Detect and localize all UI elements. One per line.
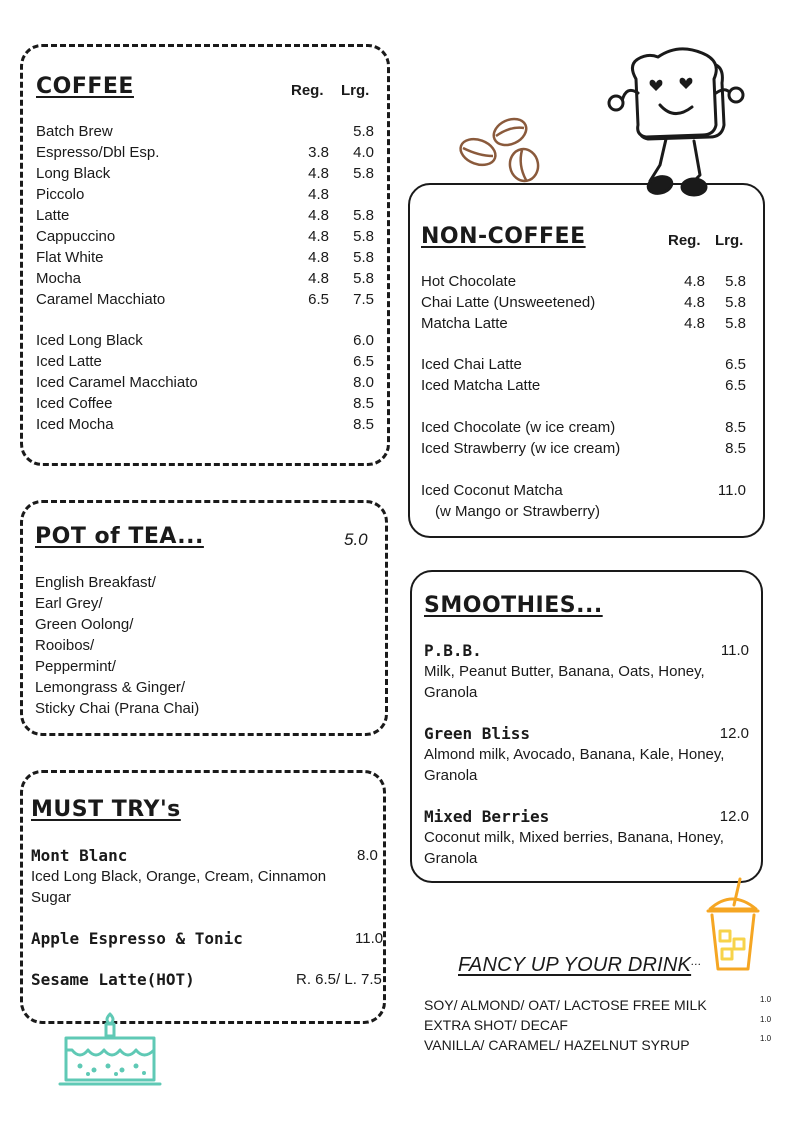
coffee-beans-icon: [452, 112, 552, 187]
menu-item-name: Latte: [36, 207, 70, 224]
tea-item: Peppermint/: [35, 658, 116, 675]
menu-item-price-reg: 4.8: [308, 270, 329, 287]
menu-item-price-reg: 6.5: [308, 291, 329, 308]
menu-item-price-lrg: 5.8: [725, 273, 746, 290]
menu-item-price-reg: 3.8: [308, 144, 329, 161]
menu-item-price-lrg: 5.8: [353, 207, 374, 224]
menu-item-price-reg: 4.8: [684, 315, 705, 332]
menu-item-price-reg: 4.8: [684, 273, 705, 290]
tea-item: Rooibos/: [35, 637, 95, 654]
tea-item: English Breakfast/: [35, 574, 156, 591]
must-try-item-name: Sesame Latte(HOT): [31, 970, 195, 989]
must-try-item-name: Mont Blanc: [31, 846, 128, 865]
smoothie-desc: Milk, Peanut Butter, Banana, Oats, Honey, Granola: [424, 663, 705, 701]
menu-item-name: Iced Strawberry (w ice cream): [421, 440, 621, 457]
addon-price: 1.0: [760, 1034, 772, 1043]
iced-drink-icon: [700, 875, 766, 975]
cake-icon: [58, 1010, 162, 1090]
menu-item-price-reg: 4.8: [684, 294, 705, 311]
fancy-title: [458, 954, 702, 977]
menu-item-price: 6.5: [725, 356, 746, 373]
menu-item-name: Iced Chai Latte: [421, 356, 522, 373]
addon-price: 1.0: [760, 995, 772, 1004]
menu-item-name: Batch Brew: [36, 123, 113, 140]
smoothie-price: 11.0: [720, 642, 749, 659]
menu-item-price: 6.5: [353, 353, 374, 370]
tea-title: POT of TEA...: [35, 524, 204, 549]
menu-item-price: 8.5: [353, 395, 374, 412]
menu-item-price: 8.5: [725, 419, 746, 436]
menu-item-name: Iced Matcha Latte: [421, 377, 541, 394]
menu-item-price-lrg: 5.8: [725, 315, 746, 332]
menu-item-name: Long Black: [36, 165, 111, 182]
addon-price: 1.0: [760, 1015, 772, 1024]
menu-item-price-lrg: 5.8: [353, 228, 374, 245]
menu-item-price-reg: 4.8: [308, 165, 329, 182]
menu-item-price-reg: 4.8: [308, 249, 329, 266]
smoothies-title: SMOOTHIES...: [424, 593, 603, 618]
addon-item: SOY/ ALMOND/ OAT/ LACTOSE FREE MILK: [424, 997, 707, 1013]
smoothie-name: P.B.B.: [424, 641, 482, 660]
tea-item: Lemongrass & Ginger/: [35, 679, 186, 696]
smoothie-desc: Coconut milk, Mixed berries, Banana, Honey, Granola: [424, 829, 724, 867]
menu-item-price: 6.5: [725, 377, 746, 394]
menu-item-price-reg: 4.8: [308, 207, 329, 224]
coffee-col-lrg: Lrg.: [341, 82, 370, 99]
menu-item-name: Iced Mocha: [36, 416, 114, 433]
tea-price: 5.0: [344, 530, 368, 549]
menu-item-name: Matcha Latte: [421, 315, 508, 332]
menu-item-price-lrg: 5.8: [353, 249, 374, 266]
smoothie-price: 12.0: [719, 725, 749, 742]
menu-item-name: Iced Caramel Macchiato: [36, 374, 198, 391]
smoothie-desc: Almond milk, Avocado, Banana, Kale, Honey, Granola: [424, 746, 725, 784]
must-try-item-name: Apple Espresso & Tonic: [31, 929, 243, 948]
menu-item-name: Iced Latte: [36, 353, 102, 370]
menu-item-name: Mocha: [36, 270, 82, 287]
menu-item-price-lrg: 5.8: [353, 270, 374, 287]
menu-item-name: Cappuccino: [36, 228, 116, 245]
fancy-title-text: FANCY UP YOUR DRINK: [458, 954, 692, 976]
coffee-title: COFFEE: [36, 74, 134, 99]
menu-item-price: 6.0: [353, 332, 374, 349]
menu-item-note: (w Mango or Strawberry): [435, 503, 601, 520]
menu-item-name: Hot Chocolate: [421, 273, 517, 290]
menu-item-price-lrg: 7.5: [353, 291, 374, 308]
menu-item-price: 11.0: [717, 482, 746, 499]
addon-item: EXTRA SHOT/ DECAF: [424, 1017, 568, 1033]
menu-item-price: 8.0: [353, 374, 374, 391]
non-coffee-col-lrg: Lrg.: [715, 232, 744, 249]
tea-item: Sticky Chai (Prana Chai): [35, 700, 200, 717]
menu-item-price-lrg: 5.8: [353, 123, 374, 140]
menu-item-price-reg: 4.8: [308, 228, 329, 245]
smoothie-name: Green Bliss: [424, 724, 530, 743]
menu-item-price: 8.5: [725, 440, 746, 457]
must-try-item-desc: Iced Long Black, Orange, Cream, Cinnamon Sugar: [31, 868, 327, 906]
non-coffee-title: NON-COFFEE: [421, 224, 586, 249]
smoothie-name: Mixed Berries: [424, 807, 550, 826]
menu-item-price-lrg: 4.0: [353, 144, 374, 161]
smoothie-price: 12.0: [719, 808, 749, 825]
must-try-title: MUST TRY's: [31, 797, 181, 822]
non-coffee-col-reg: Reg.: [668, 232, 701, 249]
menu-item-name: Iced Long Black: [36, 332, 143, 349]
menu-item-name: Espresso/Dbl Esp.: [36, 144, 160, 161]
menu-item-price-lrg: 5.8: [353, 165, 374, 182]
addon-item: VANILLA/ CARAMEL/ HAZELNUT SYRUP: [424, 1037, 690, 1053]
menu-item-name: Chai Latte (Unsweetened): [421, 294, 596, 311]
tea-item: Green Oolong/: [35, 616, 134, 633]
menu-item-name: Iced Coffee: [36, 395, 113, 412]
fancy-title-suffix: ...: [691, 954, 702, 968]
menu-item-price: 8.5: [353, 416, 374, 433]
menu-item-name: Piccolo: [36, 186, 85, 203]
menu-item-price-lrg: 5.8: [725, 294, 746, 311]
menu-item-price-reg: 4.8: [308, 186, 329, 203]
tea-item: Earl Grey/: [35, 595, 103, 612]
coffee-col-reg: Reg.: [291, 82, 324, 99]
menu-item-name: Caramel Macchiato: [36, 291, 166, 308]
must-try-item-price: 8.0: [357, 847, 378, 864]
must-try-item-price: 11.0: [355, 930, 384, 947]
must-try-item-price: R. 6.5/ L. 7.5: [296, 971, 382, 988]
menu-item-name: Flat White: [36, 249, 104, 266]
toast-mascot-icon: [598, 45, 754, 205]
menu-item-name: Iced Coconut Matcha: [421, 482, 563, 499]
menu-item-name: Iced Chocolate (w ice cream): [421, 419, 616, 436]
